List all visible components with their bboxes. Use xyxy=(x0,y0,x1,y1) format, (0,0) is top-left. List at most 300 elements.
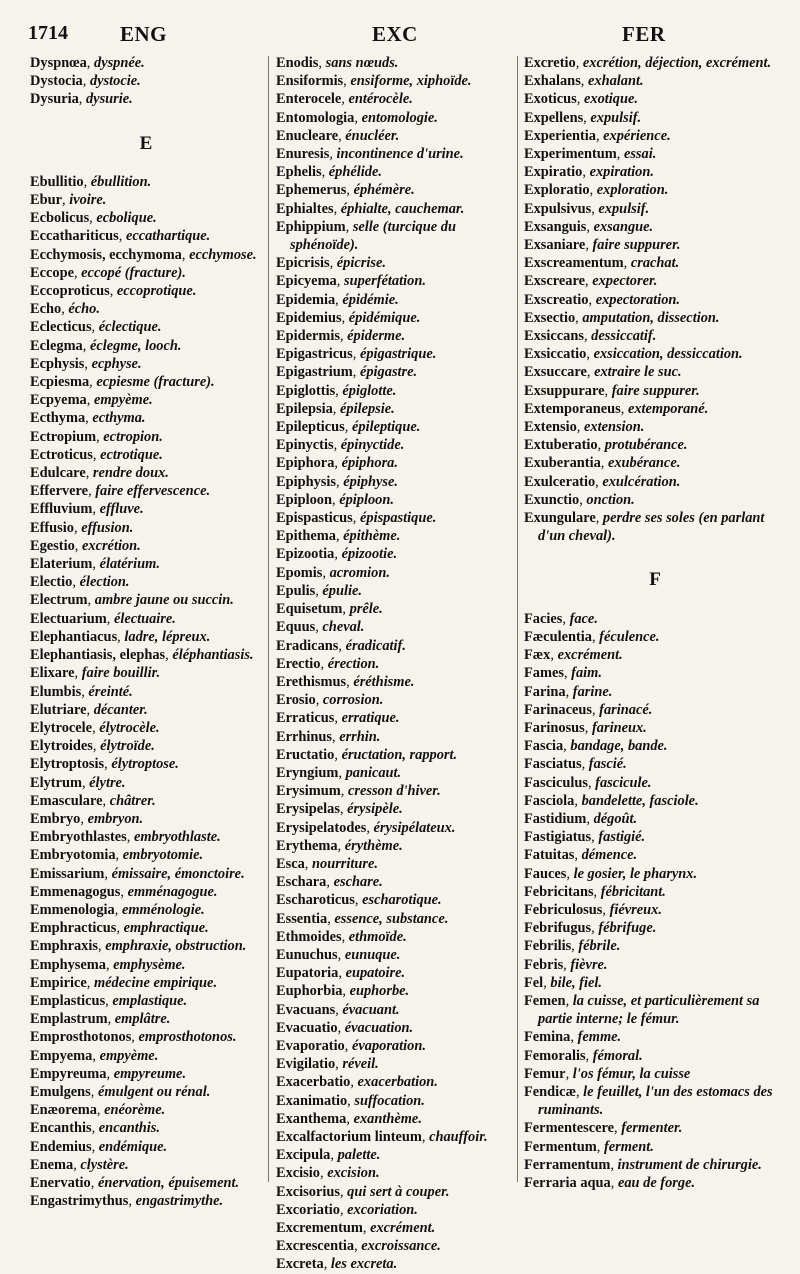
entry-translation: engastrimythe. xyxy=(135,1193,224,1210)
dictionary-entry xyxy=(524,72,786,90)
dictionary-entry xyxy=(30,1138,262,1156)
entry-headword: Esca xyxy=(276,855,305,872)
entry-translation: expulsif. xyxy=(598,200,650,217)
entry-separator: , xyxy=(335,1056,343,1073)
dictionary-entry xyxy=(276,1128,514,1146)
dictionary-entry xyxy=(276,946,514,964)
entry-separator: , xyxy=(616,146,624,163)
entry-separator: , xyxy=(106,610,114,627)
dictionary-entry xyxy=(524,418,786,436)
entry-headword: Emulgens xyxy=(30,1083,91,1100)
entry-separator: , xyxy=(304,855,312,872)
dictionary-entry xyxy=(276,491,514,509)
entry-separator: , xyxy=(341,309,349,326)
entry-headword: Eructatio xyxy=(276,746,335,763)
entry-separator: , xyxy=(165,647,173,664)
entry-headword: Exploratio xyxy=(524,182,590,199)
dictionary-entry xyxy=(276,655,514,673)
dictionary-entry xyxy=(30,264,262,282)
running-head-left: ENG xyxy=(120,22,168,46)
entry-separator: , xyxy=(575,55,583,71)
dictionary-entry xyxy=(30,300,262,318)
entry-headword: Exungulare xyxy=(524,510,596,527)
entry-separator: , xyxy=(89,374,97,391)
entry-headword: Effluvium xyxy=(30,501,93,518)
entry-separator: , xyxy=(81,774,90,791)
entry-headword: Epicrisis xyxy=(276,255,330,272)
entry-separator: , xyxy=(88,483,96,500)
entry-separator: , xyxy=(92,446,101,463)
entry-separator: , xyxy=(584,719,592,736)
dictionary-entry xyxy=(276,1255,514,1273)
entry-headword: Dystocia xyxy=(30,73,83,90)
entry-separator: , xyxy=(337,837,345,854)
entry-separator: , xyxy=(338,764,346,781)
entry-translation: épicrise. xyxy=(336,255,386,272)
entry-translation: les excreta. xyxy=(330,1256,398,1273)
entry-separator: , xyxy=(82,337,90,354)
entry-headword: Fascia xyxy=(524,738,564,755)
entry-separator: , xyxy=(335,291,343,308)
entry-separator: , xyxy=(337,1019,345,1036)
entry-translation: ectrotique. xyxy=(100,446,163,463)
dictionary-entry xyxy=(276,1201,514,1219)
entry-headword: Fasciatus xyxy=(524,756,582,773)
entry-separator: , xyxy=(86,974,94,991)
entry-headword: Emissarium xyxy=(30,865,105,882)
entry-headword: Exoticus xyxy=(524,91,577,108)
entry-headword: Ferramentum xyxy=(524,1156,611,1173)
entry-separator: , xyxy=(117,628,125,645)
entry-translation: cheval. xyxy=(322,619,365,636)
entry-headword: Erysipelas xyxy=(276,801,340,818)
entry-headword: Enodis xyxy=(276,55,319,71)
entry-headword: Epigastricus xyxy=(276,346,353,363)
entry-separator: , xyxy=(595,510,603,527)
entry-separator: , xyxy=(181,246,190,263)
entry-separator: , xyxy=(339,328,348,345)
entry-translation: écho. xyxy=(68,301,100,318)
entry-separator: , xyxy=(562,610,570,627)
entry-translation: excoriation. xyxy=(347,1201,418,1218)
dictionary-entry xyxy=(524,792,786,810)
entry-separator: , xyxy=(591,628,600,645)
entry-separator: , xyxy=(583,109,591,126)
entry-headword: Equus xyxy=(276,619,316,636)
dictionary-entry xyxy=(30,883,262,901)
entry-headword: Embryotomia xyxy=(30,847,116,864)
entry-separator: , xyxy=(341,91,349,108)
dictionary-entry xyxy=(30,1065,262,1083)
entry-translation: rendre doux. xyxy=(92,465,169,482)
entry-separator: , xyxy=(104,865,112,882)
entry-translation: extemporané. xyxy=(627,400,709,417)
entry-translation: éradicatif. xyxy=(345,637,406,654)
entry-headword: Euphorbia xyxy=(276,983,343,1000)
dictionary-entry xyxy=(276,181,514,199)
entry-translation: évacuation. xyxy=(344,1019,414,1036)
entry-separator: , xyxy=(354,109,362,126)
dictionary-entry xyxy=(30,464,262,482)
entry-separator: , xyxy=(339,1183,348,1200)
dictionary-entry xyxy=(30,701,262,719)
entry-separator: , xyxy=(86,392,94,409)
entry-separator: , xyxy=(342,601,350,618)
entry-translation: faim. xyxy=(571,665,602,682)
entry-headword: Elutriare xyxy=(30,701,87,718)
entry-separator: , xyxy=(346,673,354,690)
entry-separator: , xyxy=(343,73,351,90)
entry-headword: Femur xyxy=(524,1065,566,1082)
entry-translation: élytrocèle. xyxy=(99,719,160,736)
entry-headword: Exsiccatio xyxy=(524,346,587,363)
entry-separator: , xyxy=(86,55,94,71)
entry-separator: , xyxy=(362,1220,371,1236)
dictionary-entry xyxy=(276,327,514,345)
entry-translation: incontinence d'urine. xyxy=(336,146,464,163)
entry-translation: face. xyxy=(569,610,598,627)
column-2 xyxy=(276,54,514,1273)
entry-separator: , xyxy=(334,746,342,763)
entry-translation: épiderme. xyxy=(347,328,406,345)
entry-headword: Farinosus xyxy=(524,719,585,736)
entry-separator: , xyxy=(106,1065,114,1082)
dictionary-entry xyxy=(30,537,262,555)
entry-headword: Eclegma xyxy=(30,337,83,354)
entry-separator: , xyxy=(329,146,337,163)
entry-translation: acromion. xyxy=(329,564,390,581)
entry-headword: Epidermis xyxy=(276,328,340,345)
dictionary-entry xyxy=(276,891,514,909)
entry-headword: Febrilis xyxy=(524,938,572,955)
entry-separator: , xyxy=(120,883,128,900)
entry-headword: Exscreatio xyxy=(524,291,589,308)
entry-translation: excrétion. xyxy=(81,537,141,554)
entry-separator: , xyxy=(352,364,360,381)
entry-separator: , xyxy=(347,1092,355,1109)
entry-translation: palette. xyxy=(337,1147,381,1164)
entry-separator: , xyxy=(61,301,69,318)
entry-headword: Exscreare xyxy=(524,273,586,290)
entry-separator: , xyxy=(595,473,603,490)
entry-headword: Epiphora xyxy=(276,455,335,472)
entry-headword: Equisetum xyxy=(276,601,343,618)
entry-translation: encanthis. xyxy=(98,1120,160,1137)
entry-separator: , xyxy=(315,619,323,636)
entry-translation: élytroïde. xyxy=(100,738,155,755)
entry-separator: , xyxy=(335,1001,343,1018)
dictionary-entry xyxy=(276,309,514,327)
entry-separator: , xyxy=(74,665,82,682)
entry-separator: , xyxy=(73,1156,81,1173)
entry-headword: Elytrocele xyxy=(30,719,93,736)
entry-separator: , xyxy=(346,1110,354,1127)
dictionary-entry xyxy=(276,418,514,436)
dictionary-entry xyxy=(524,828,786,846)
entry-translation: erratique. xyxy=(341,710,400,727)
entry-translation: épispastique. xyxy=(359,510,437,527)
dictionary-entry xyxy=(276,473,514,491)
entry-headword: Ecchymosis, ecchymoma xyxy=(30,246,182,263)
entry-separator: , xyxy=(91,1138,99,1155)
entry-headword: Emphysema xyxy=(30,956,106,973)
entry-translation: clystère. xyxy=(80,1156,129,1173)
dictionary-entry xyxy=(524,109,786,127)
entry-headword: Elumbis xyxy=(30,683,82,700)
entry-headword: Erythema xyxy=(276,837,338,854)
dictionary-entry xyxy=(276,254,514,272)
entry-translation: dysurie. xyxy=(85,91,133,108)
entry-separator: , xyxy=(589,182,597,199)
dictionary-entry xyxy=(30,646,262,664)
entry-headword: Eunuchus xyxy=(276,946,338,963)
entry-translation: fastigié. xyxy=(598,829,646,846)
dictionary-entry xyxy=(276,1019,514,1037)
entry-separator: , xyxy=(620,400,628,417)
entry-headword: Femina xyxy=(524,1029,571,1046)
entry-headword: Elephantiasis, elephas xyxy=(30,647,166,664)
entry-headword: Extuberatio xyxy=(524,437,598,454)
entry-headword: Eryngium xyxy=(276,764,339,781)
entry-translation: embryothlaste. xyxy=(133,829,221,846)
entry-separator: , xyxy=(587,774,596,791)
entry-separator: , xyxy=(614,1120,622,1137)
entry-headword: Ephippium xyxy=(276,218,346,235)
dictionary-entry xyxy=(524,1174,786,1192)
dictionary-entry xyxy=(276,145,514,163)
entry-translation: épiphyse. xyxy=(343,473,398,490)
dictionary-entry xyxy=(524,1119,786,1137)
entry-translation: épiploon. xyxy=(339,491,394,508)
entry-translation: ensiforme, xiphoïde. xyxy=(350,73,472,90)
dictionary-entry xyxy=(524,218,786,236)
entry-translation: qui sert à couper. xyxy=(347,1183,450,1200)
entry-separator: , xyxy=(81,683,89,700)
entry-translation: ébullition. xyxy=(90,173,152,190)
dictionary-entry xyxy=(30,865,262,883)
entry-translation: épidémie. xyxy=(342,291,399,308)
entry-translation: démence. xyxy=(581,847,638,864)
dictionary-entry xyxy=(524,509,786,545)
column-rule xyxy=(268,56,269,1182)
dictionary-entry xyxy=(524,54,786,72)
section-letter: E xyxy=(139,132,153,154)
entry-separator: , xyxy=(595,127,604,144)
entry-headword: Excisio xyxy=(276,1165,320,1182)
dictionary-entry xyxy=(524,345,786,363)
entry-headword: Excrementum xyxy=(276,1220,363,1236)
entry-headword: Elytrum xyxy=(30,774,82,791)
dictionary-entry xyxy=(276,1237,514,1255)
entry-translation: entomologie. xyxy=(361,109,438,126)
entry-translation: corrosion. xyxy=(322,692,384,709)
entry-headword: Facies xyxy=(524,610,563,627)
dictionary-entry xyxy=(276,564,514,582)
entry-translation: exotique. xyxy=(583,91,638,108)
entry-translation: emplastique. xyxy=(112,992,188,1009)
entry-headword: Eccope xyxy=(30,264,74,281)
entry-headword: Expiratio xyxy=(524,164,583,181)
entry-separator: , xyxy=(337,946,345,963)
entry-headword: Ephialtes xyxy=(276,200,334,217)
entry-translation: ambre jaune ou succin. xyxy=(94,592,234,609)
dictionary-entry xyxy=(524,236,786,254)
entry-separator: , xyxy=(115,847,123,864)
entry-separator: , xyxy=(342,983,350,1000)
entry-headword: Fastidium xyxy=(524,810,587,827)
entry-separator: , xyxy=(574,792,582,809)
entry-headword: Eccathariticus xyxy=(30,228,119,245)
entry-translation: érysipélateux. xyxy=(373,819,456,836)
entry-headword: Effervere xyxy=(30,483,89,500)
entry-headword: Emmenologia xyxy=(30,901,115,918)
entry-translation: onction. xyxy=(586,491,635,508)
entry-translation: évacuant. xyxy=(342,1001,400,1018)
entry-headword: Erraticus xyxy=(276,710,335,727)
entry-translation: exanthème. xyxy=(353,1110,422,1127)
dictionary-entry xyxy=(30,446,262,464)
entry-headword: Expellens xyxy=(524,109,584,126)
entry-separator: , xyxy=(80,810,88,827)
entry-separator: , xyxy=(565,992,573,1009)
entry-headword: Farinaceus xyxy=(524,701,592,718)
entry-separator: , xyxy=(92,556,100,573)
entry-separator: , xyxy=(331,728,340,745)
dictionary-entry xyxy=(30,974,262,992)
entry-separator: , xyxy=(566,865,574,882)
entry-headword: Eupatoria xyxy=(276,965,339,982)
dictionary-entry xyxy=(524,181,786,199)
entry-translation: épithème. xyxy=(343,528,401,545)
entry-translation: emplâtre. xyxy=(114,1011,171,1028)
entry-translation: ivoire. xyxy=(69,192,107,209)
dictionary-entry xyxy=(30,1156,262,1174)
entry-separator: , xyxy=(565,1065,573,1082)
entry-translation: eschare. xyxy=(333,874,383,891)
entry-separator: , xyxy=(114,901,122,918)
dictionary-entry xyxy=(524,327,786,345)
entry-headword: Experimentum xyxy=(524,146,617,163)
dictionary-entry xyxy=(276,163,514,181)
entry-separator: , xyxy=(336,473,344,490)
entry-headword: Emplastrum xyxy=(30,1011,108,1028)
dictionary-entry xyxy=(276,637,514,655)
entry-headword: Fauces xyxy=(524,865,567,882)
entry-separator: , xyxy=(118,228,126,245)
dictionary-entry xyxy=(30,1101,262,1119)
entry-separator: , xyxy=(366,819,374,836)
entry-translation: fébrile. xyxy=(578,938,621,955)
entry-separator: , xyxy=(92,738,101,755)
entry-headword: Extensio xyxy=(524,419,577,436)
entry-translation: eau de forge. xyxy=(617,1174,696,1191)
entry-translation: cresson d'hiver. xyxy=(347,783,441,800)
entry-headword: Epilepticus xyxy=(276,419,345,436)
dictionary-entry xyxy=(524,646,786,664)
entry-translation: effluve. xyxy=(99,501,144,518)
entry-headword: Emmenagogus xyxy=(30,883,121,900)
entry-separator: , xyxy=(576,419,584,436)
entry-translation: crachat. xyxy=(630,255,680,272)
dictionary-entry xyxy=(30,54,262,72)
entry-translation: épiphora. xyxy=(341,455,398,472)
entry-headword: Ephemerus xyxy=(276,182,347,199)
column-rule xyxy=(517,56,518,1182)
entry-translation: fièvre. xyxy=(570,956,608,973)
entry-translation: érythème. xyxy=(344,837,403,854)
entry-translation: dystocie. xyxy=(89,73,141,90)
entry-separator: , xyxy=(91,319,99,336)
dictionary-entry xyxy=(524,628,786,646)
entry-separator: , xyxy=(322,564,330,581)
entry-headword: Enterocele xyxy=(276,91,342,108)
dictionary-entry xyxy=(524,400,786,418)
entry-separator: , xyxy=(588,291,596,308)
entry-headword: Enucleare xyxy=(276,127,339,144)
entry-translation: endémique. xyxy=(98,1138,168,1155)
entry-translation: éphémère. xyxy=(353,182,415,199)
entry-separator: , xyxy=(105,992,113,1009)
entry-translation: eupatoire. xyxy=(345,965,406,982)
entry-translation: excision. xyxy=(327,1165,380,1182)
entry-separator: , xyxy=(334,710,342,727)
entry-separator: , xyxy=(336,273,344,290)
dictionary-entry xyxy=(30,337,262,355)
dictionary-entry xyxy=(30,282,262,300)
entry-separator: , xyxy=(341,928,349,945)
entry-translation: décanter. xyxy=(93,701,148,718)
dictionary-entry xyxy=(276,673,514,691)
entry-translation: faire effervescence. xyxy=(95,483,211,500)
dictionary-entry xyxy=(524,737,786,755)
entry-translation: épizootie. xyxy=(341,546,398,563)
dictionary-entry xyxy=(30,846,262,864)
entry-translation: épigastre. xyxy=(359,364,418,381)
dictionary-entry xyxy=(276,454,514,472)
entry-headword: Ectroticus xyxy=(30,446,93,463)
entry-translation: effusion. xyxy=(81,519,134,536)
entry-translation: emprosthotonos. xyxy=(138,1029,237,1046)
dictionary-entry xyxy=(524,701,786,719)
entry-translation: élection. xyxy=(79,574,130,591)
dictionary-entry xyxy=(30,1083,262,1101)
entry-headword: Fæculentia xyxy=(524,628,592,645)
dictionary-entry xyxy=(30,810,262,828)
entry-translation: éréthisme. xyxy=(353,673,415,690)
entry-separator: , xyxy=(326,874,334,891)
entry-translation: épulie. xyxy=(322,582,362,599)
entry-headword: Epiphysis xyxy=(276,473,337,490)
dictionary-entry xyxy=(30,428,262,446)
dictionary-entry xyxy=(30,482,262,500)
entry-translation: énervation, épuisement. xyxy=(97,1174,240,1191)
entry-translation: empyème. xyxy=(99,1047,159,1064)
entry-separator: , xyxy=(62,192,70,209)
running-head-center: EXC xyxy=(372,22,418,46)
dictionary-entry xyxy=(30,355,262,373)
entry-separator: , xyxy=(339,801,348,818)
dictionary-entry xyxy=(276,545,514,563)
entry-headword: Epidemius xyxy=(276,309,342,326)
entry-translation: instrument de chirurgie. xyxy=(617,1156,762,1173)
entry-translation: expulsif. xyxy=(590,109,642,126)
dictionary-entry xyxy=(30,956,262,974)
dictionary-entry xyxy=(30,1010,262,1028)
entry-headword: Exuberantia xyxy=(524,455,601,472)
entry-separator: , xyxy=(593,883,601,900)
entry-separator: , xyxy=(92,719,100,736)
entry-headword: Exanthema xyxy=(276,1110,347,1127)
